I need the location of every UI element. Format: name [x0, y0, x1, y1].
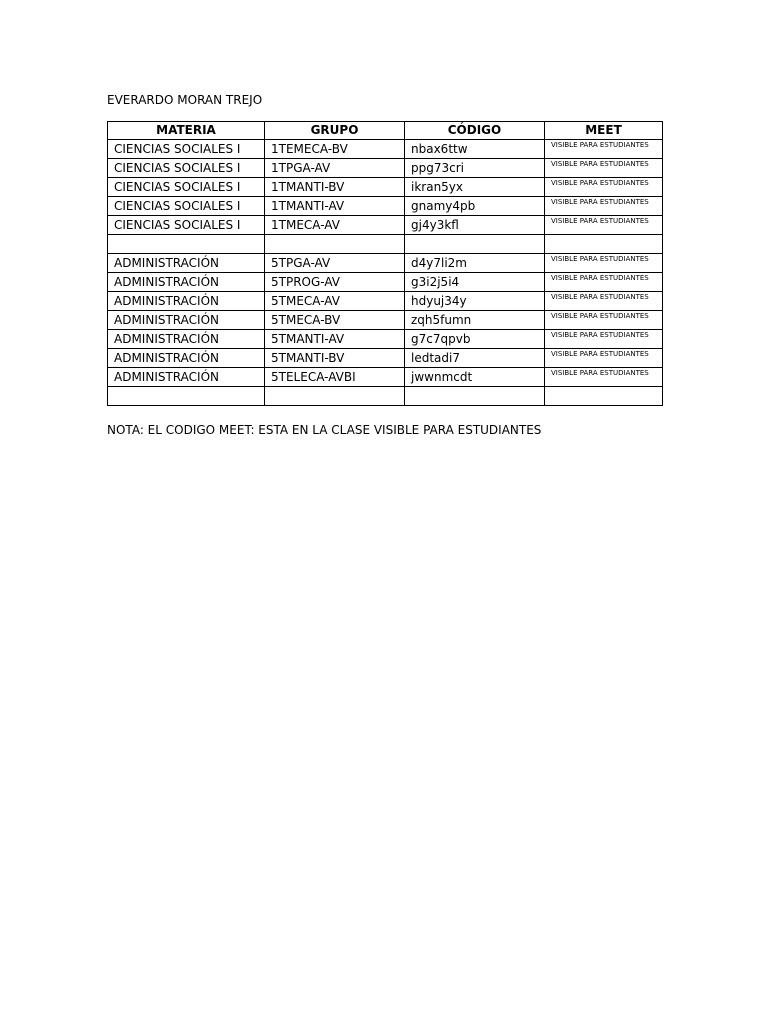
codigo-cell: ppg73cri: [405, 159, 545, 178]
materia-cell: CIENCIAS SOCIALES I: [108, 197, 265, 216]
materia-cell: ADMINISTRACIÓN: [108, 311, 265, 330]
table-row: [108, 387, 663, 406]
codigo-cell: gnamy4pb: [405, 197, 545, 216]
note-text: NOTA: EL CODIGO MEET: ESTA EN LA CLASE VISIBLE PARA ESTUDIANTES: [107, 423, 542, 437]
table-row: [108, 349, 663, 368]
grupo-cell: 5TPROG-AV: [265, 273, 405, 292]
materia-cell: CIENCIAS SOCIALES I: [108, 140, 265, 159]
grupo-cell: 5TMECA-AV: [265, 292, 405, 311]
materia-cell: CIENCIAS SOCIALES I: [108, 216, 265, 235]
table-row: [108, 311, 663, 330]
grupo-cell: 5TMECA-BV: [265, 311, 405, 330]
codigo-cell: g3i2j5i4: [405, 273, 545, 292]
meet-cell: VISIBLE PARA ESTUDIANTES: [545, 197, 663, 216]
materia-cell: CIENCIAS SOCIALES I: [108, 159, 265, 178]
author-name: EVERARDO MORAN TREJO: [107, 93, 263, 107]
meet-cell: [545, 387, 663, 406]
table-row: [108, 330, 663, 349]
meet-cell: VISIBLE PARA ESTUDIANTES: [545, 216, 663, 235]
codigo-cell: ledtadi7: [405, 349, 545, 368]
table-row: [108, 197, 663, 216]
materia-cell: ADMINISTRACIÓN: [108, 292, 265, 311]
grupo-cell: 1TMANTI-BV: [265, 178, 405, 197]
table-row: [108, 273, 663, 292]
meet-cell: VISIBLE PARA ESTUDIANTES: [545, 273, 663, 292]
codigo-cell: [405, 387, 545, 406]
grupo-cell: 1TMANTI-AV: [265, 197, 405, 216]
codigo-cell: d4y7li2m: [405, 254, 545, 273]
codigo-cell: [405, 235, 545, 254]
meet-cell: VISIBLE PARA ESTUDIANTES: [545, 140, 663, 159]
grupo-cell: [265, 387, 405, 406]
meet-cell: VISIBLE PARA ESTUDIANTES: [545, 368, 663, 387]
meet-cell: VISIBLE PARA ESTUDIANTES: [545, 330, 663, 349]
grupo-cell: 5TMANTI-AV: [265, 330, 405, 349]
materia-cell: CIENCIAS SOCIALES I: [108, 178, 265, 197]
meet-cell: VISIBLE PARA ESTUDIANTES: [545, 159, 663, 178]
meet-cell: VISIBLE PARA ESTUDIANTES: [545, 349, 663, 368]
materia-cell: ADMINISTRACIÓN: [108, 368, 265, 387]
grupo-cell: [265, 235, 405, 254]
grupo-cell: 1TPGA-AV: [265, 159, 405, 178]
codigo-cell: g7c7qpvb: [405, 330, 545, 349]
grupo-cell: 1TEMECA-BV: [265, 140, 405, 159]
meet-cell: VISIBLE PARA ESTUDIANTES: [545, 292, 663, 311]
table-header-row: [108, 122, 663, 140]
grupo-cell: 5TPGA-AV: [265, 254, 405, 273]
header-materia: MATERIA: [108, 122, 265, 140]
materia-cell: ADMINISTRACIÓN: [108, 349, 265, 368]
codigo-cell: gj4y3kfl: [405, 216, 545, 235]
grupo-cell: 5TELECA-AVBI: [265, 368, 405, 387]
table-row: [108, 368, 663, 387]
table-row: [108, 159, 663, 178]
meet-cell: VISIBLE PARA ESTUDIANTES: [545, 254, 663, 273]
table-row: [108, 235, 663, 254]
meet-cell: VISIBLE PARA ESTUDIANTES: [545, 311, 663, 330]
meet-cell: VISIBLE PARA ESTUDIANTES: [545, 178, 663, 197]
materia-cell: [108, 235, 265, 254]
table-row: [108, 292, 663, 311]
materia-cell: [108, 387, 265, 406]
header-meet: MEET: [545, 122, 663, 140]
table-row: [108, 140, 663, 159]
grupo-cell: 1TMECA-AV: [265, 216, 405, 235]
codigo-cell: jwwnmcdt: [405, 368, 545, 387]
header-codigo: CÓDIGO: [405, 122, 545, 140]
class-codes-table: [107, 121, 663, 406]
grupo-cell: 5TMANTI-BV: [265, 349, 405, 368]
codigo-cell: hdyuj34y: [405, 292, 545, 311]
materia-cell: ADMINISTRACIÓN: [108, 273, 265, 292]
meet-cell: [545, 235, 663, 254]
table-body: [108, 140, 663, 406]
table-row: [108, 216, 663, 235]
codigo-cell: ikran5yx: [405, 178, 545, 197]
table-row: [108, 254, 663, 273]
materia-cell: ADMINISTRACIÓN: [108, 254, 265, 273]
codigo-cell: nbax6ttw: [405, 140, 545, 159]
codigo-cell: zqh5fumn: [405, 311, 545, 330]
table-row: [108, 178, 663, 197]
header-grupo: GRUPO: [265, 122, 405, 140]
materia-cell: ADMINISTRACIÓN: [108, 330, 265, 349]
